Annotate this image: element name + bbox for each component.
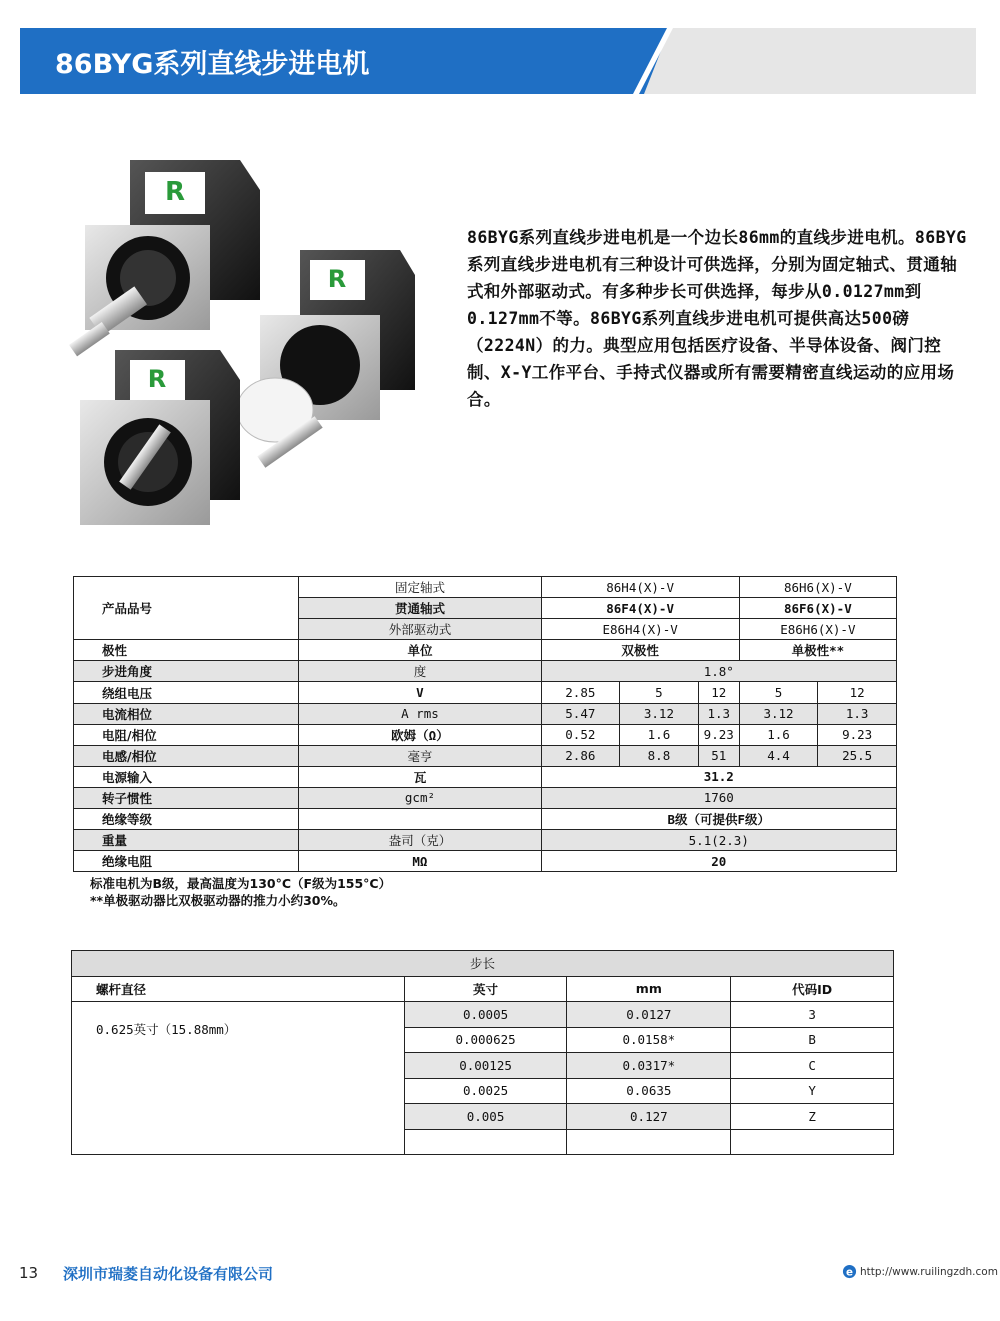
- step-inch: 0.000625: [404, 1027, 567, 1053]
- inch-header: 英寸: [404, 976, 567, 1002]
- screw-diameter-header: 螺杆直径: [72, 976, 405, 1002]
- weight-label: 重量: [74, 830, 299, 851]
- screw-diameter-value: 0.625英寸（15.88mm）: [72, 1002, 405, 1155]
- product-photo: [60, 150, 420, 540]
- power-unit: 瓦: [299, 766, 541, 787]
- svg-text:e: e: [846, 1266, 853, 1279]
- inductance-cell: 8.8: [620, 745, 699, 766]
- step-inch: 0.005: [404, 1104, 567, 1130]
- type-through: 贯通轴式: [299, 598, 541, 619]
- model-through-bipolar: 86F4(X)-V: [541, 598, 739, 619]
- insulation-resistance-unit: MΩ: [299, 851, 541, 872]
- current-cell: 1.3: [818, 703, 897, 724]
- step-table: [71, 950, 894, 1155]
- current-cell: 1.3: [698, 703, 739, 724]
- weight-unit: 盎司（克）: [299, 830, 541, 851]
- voltage-cell: 2.85: [541, 682, 620, 703]
- insulation-resistance-label: 绝缘电阻: [74, 851, 299, 872]
- spec-table: [73, 576, 897, 872]
- step-mm: 0.0158*: [567, 1027, 731, 1053]
- inductance-cell: 51: [698, 745, 739, 766]
- inductance-unit: 毫亨: [299, 745, 541, 766]
- polarity-unit: 单位: [299, 640, 541, 661]
- motor-external-drive: [80, 350, 240, 525]
- insulation-label: 绝缘等级: [74, 809, 299, 830]
- voltage-unit: V: [299, 682, 541, 703]
- insulation-unit: [299, 809, 541, 830]
- type-fixed: 固定轴式: [299, 577, 541, 598]
- polarity-label: 极性: [74, 640, 299, 661]
- model-external-bipolar: E86H4(X)-V: [541, 619, 739, 640]
- voltage-cell: 12: [698, 682, 739, 703]
- product-description: 86BYG系列直线步进电机是一个边长86mm的直线步进电机。86BYG系列直线步进电机有三种设计可供选择，分别为固定轴式、贯通轴式和外部驱动式。有多种步长可供选择，每步从0.0127mm到0.127mm不等。86BYG系列直线步进电机可提供高达500磅（2224N）的力。典型应用包括医疗设备、半导体设备、阀门控制、X-Y工作平台、手持式仪器或所有需要精密直线运动的应用场合。: [467, 228, 967, 409]
- model-through-unipolar: 86F6(X)-V: [739, 598, 896, 619]
- mm-header: mm: [567, 976, 731, 1002]
- step-mm: 0.127: [567, 1104, 731, 1130]
- svg-text:R: R: [164, 177, 186, 207]
- insulation-resistance-value: 20: [541, 851, 896, 872]
- current-cell: 3.12: [739, 703, 818, 724]
- step-mm: 0.0127: [567, 1002, 731, 1028]
- inductance-cell: 4.4: [739, 745, 818, 766]
- step-code: C: [731, 1053, 894, 1079]
- step-title: 步长: [72, 951, 894, 977]
- step-code: B: [731, 1027, 894, 1053]
- product-label: 产品品号: [74, 577, 299, 640]
- weight-value: 5.1(2.3): [541, 830, 896, 851]
- type-external: 外部驱动式: [299, 619, 541, 640]
- svg-text:R: R: [147, 365, 167, 393]
- inertia-value: 1760: [541, 787, 896, 808]
- step-inch: 0.0005: [404, 1002, 567, 1028]
- power-value: 31.2: [541, 766, 896, 787]
- note-line: 标准电机为B级，最高温度为130°C（F级为155°C）: [90, 876, 392, 891]
- step-angle-unit: 度: [299, 661, 541, 682]
- voltage-cell: 12: [818, 682, 897, 703]
- voltage-cell: 5: [620, 682, 699, 703]
- resistance-label: 电阻/相位: [74, 724, 299, 745]
- model-external-unipolar: E86H6(X)-V: [739, 619, 896, 640]
- motor-through-shaft: [237, 250, 415, 468]
- step-code: 3: [731, 1002, 894, 1028]
- current-label: 电流相位: [74, 703, 299, 724]
- step-mm: 0.0635: [567, 1078, 731, 1104]
- resistance-unit: 欧姆（Ω）: [299, 724, 541, 745]
- voltage-cell: 5: [739, 682, 818, 703]
- insulation-value: B级（可提供F级）: [541, 809, 896, 830]
- page-number: 13: [19, 1264, 39, 1282]
- spec-notes: [90, 875, 391, 909]
- svg-text:R: R: [327, 265, 347, 293]
- current-cell: 3.12: [620, 703, 699, 724]
- resistance-cell: 0.52: [541, 724, 620, 745]
- step-inch: 0.0025: [404, 1078, 567, 1104]
- page-title: 86BYG系列直线步进电机: [55, 49, 370, 80]
- step-code: Z: [731, 1104, 894, 1130]
- current-cell: 5.47: [541, 703, 620, 724]
- step-mm: 0.0317*: [567, 1053, 731, 1079]
- code-id-header: 代码ID: [731, 976, 894, 1002]
- resistance-cell: 1.6: [620, 724, 699, 745]
- company-name: 深圳市瑞菱自动化设备有限公司: [63, 1265, 274, 1283]
- inertia-label: 转子惯性: [74, 787, 299, 808]
- resistance-cell: 9.23: [698, 724, 739, 745]
- step-empty-cell: [731, 1129, 894, 1155]
- current-unit: A rms: [299, 703, 541, 724]
- resistance-cell: 1.6: [739, 724, 818, 745]
- polarity-bipolar: 双极性: [541, 640, 739, 661]
- motor-fixed-shaft: [69, 160, 260, 356]
- globe-e-icon: [842, 1264, 857, 1279]
- inertia-unit: gcm²: [299, 787, 541, 808]
- inductance-cell: 2.86: [541, 745, 620, 766]
- step-angle-label: 步进角度: [74, 661, 299, 682]
- voltage-label: 绕组电压: [74, 682, 299, 703]
- model-fixed-unipolar: 86H6(X)-V: [739, 577, 896, 598]
- step-angle-value: 1.8°: [541, 661, 896, 682]
- step-inch: 0.00125: [404, 1053, 567, 1079]
- step-code: Y: [731, 1078, 894, 1104]
- step-empty-cell: [404, 1129, 567, 1155]
- step-empty-cell: [567, 1129, 731, 1155]
- polarity-unipolar: 单极性**: [739, 640, 896, 661]
- website-link[interactable]: http://www.ruilingzdh.com: [860, 1266, 998, 1278]
- note-line: **单极驱动器比双极驱动器的推力小约30%。: [90, 893, 346, 908]
- model-fixed-bipolar: 86H4(X)-V: [541, 577, 739, 598]
- resistance-cell: 9.23: [818, 724, 897, 745]
- power-label: 电源输入: [74, 766, 299, 787]
- inductance-cell: 25.5: [818, 745, 897, 766]
- inductance-label: 电感/相位: [74, 745, 299, 766]
